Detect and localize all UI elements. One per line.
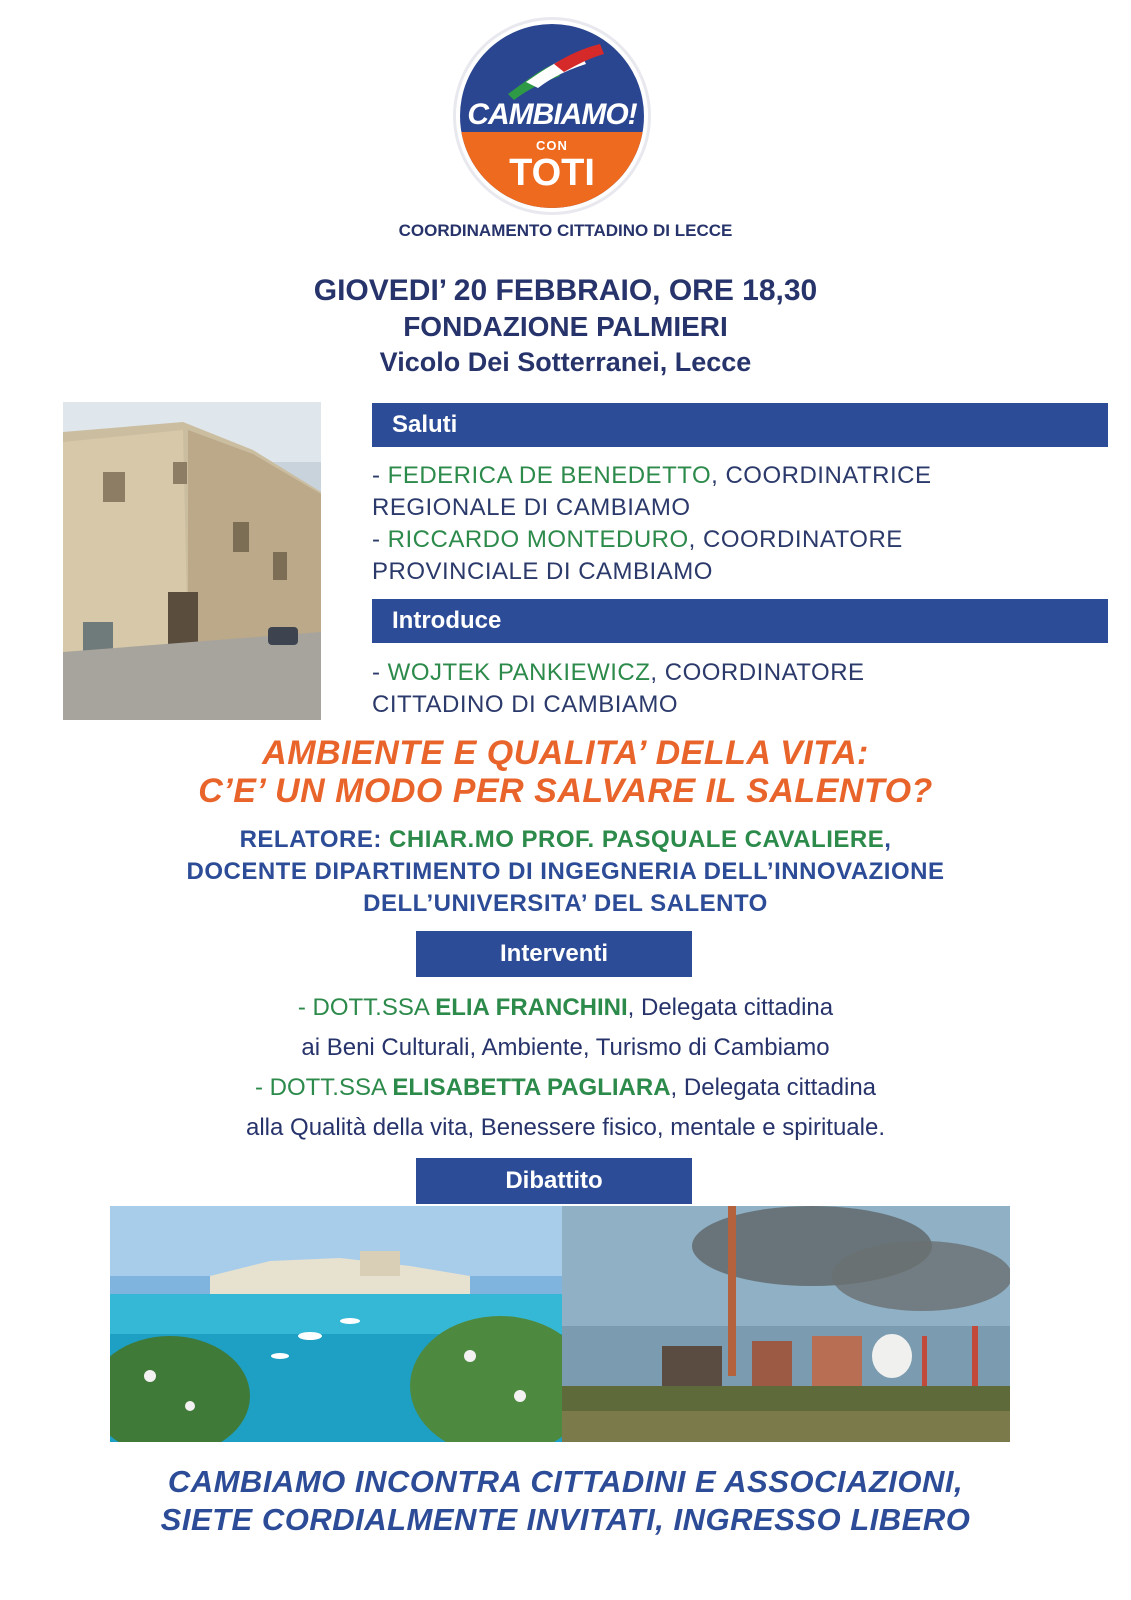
speaker-name: RICCARDO MONTEDURO [387,526,689,553]
speaker-name: ELIA FRANCHINI [435,994,628,1021]
interventi-list: - DOTT.SSA ELIA FRANCHINI, Delegata cittadina ai Beni Culturali, Ambiente, Turismo di Cambiamo - DOTT.SSA ELISABETTA PAGLIARA, Delegata cittadina alla Qualità della vita, Benessere fisico, mentale e spirituale. [0,988,1131,1148]
industrial-plant-photo [562,1206,1010,1442]
list-item: - FEDERICA DE BENEDETTO, COORDINATRICE REGIONALE DI CAMBIAMO [372,462,932,521]
relatore-label: RELATORE: [239,826,390,853]
list-item: - DOTT.SSA ELIA FRANCHINI, Delegata cittadina [297,994,834,1021]
introduce-list [372,657,1112,721]
list-item: - DOTT.SSA ELISABETTA PAGLIARA, Delegata cittadina [254,1074,877,1101]
saluti-bar [372,403,1108,447]
speaker-name: ELISABETTA PAGLIARA [392,1074,671,1101]
interventi-bar: Interventi [416,931,692,977]
coordinamento-label: COORDINAMENTO CITTADINO DI LECCE [398,221,733,240]
relatore-block: RELATORE: CHIAR.MO PROF. PASQUALE CAVALIERE, DOCENTE DIPARTIMENTO DI INGEGNERIA DELL’INNOVAZIONE DELL’UNIVERSITA’ DEL SALENTO [186,826,945,917]
introduce-title: Introduce [392,607,502,634]
relatore-name: CHIAR.MO PROF. PASQUALE CAVALIERE [389,826,885,853]
event-headline: AMBIENTE E QUALITA’ DELLA VITA: C’E’ UN MODO PER SALVARE IL SALENTO? [198,734,933,810]
event-date: GIOVEDI’ 20 FEBBRAIO, ORE 18,30 [313,274,818,307]
event-address: Vicolo Dei Sotterranei, Lecce [379,347,752,377]
event-venue: FONDAZIONE PALMIERI [403,311,728,342]
saluti-list [372,460,1112,588]
dibattito-bar: Dibattito [416,1158,692,1204]
italian-flag-swoosh-icon [500,42,610,102]
speaker-name: WOJTEK PANKIEWICZ [387,659,651,686]
logo-word-toti: TOTI [509,152,595,194]
cambiamo-logo [456,20,648,212]
speaker-name: FEDERICA DE BENEDETTO [387,462,712,489]
introduce-bar [372,599,1108,643]
list-item: - WOJTEK PANKIEWICZ, COORDINATORE CITTADINO DI CAMBIAMO [372,659,865,718]
closing-message: CAMBIAMO INCONTRA CITTADINI E ASSOCIAZIONI, SIETE CORDIALMENTE INVITATI, INGRESSO LIBERO [160,1464,971,1537]
logo-word-con: CON [536,138,568,153]
list-item: - RICCARDO MONTEDURO, COORDINATORE PROVINCIALE DI CAMBIAMO [372,526,903,585]
palazzo-photo [63,402,321,720]
salento-coast-photo [110,1206,562,1442]
logo-word-cambiamo: CAMBIAMO! [467,98,637,131]
saluti-title: Saluti [392,411,458,438]
